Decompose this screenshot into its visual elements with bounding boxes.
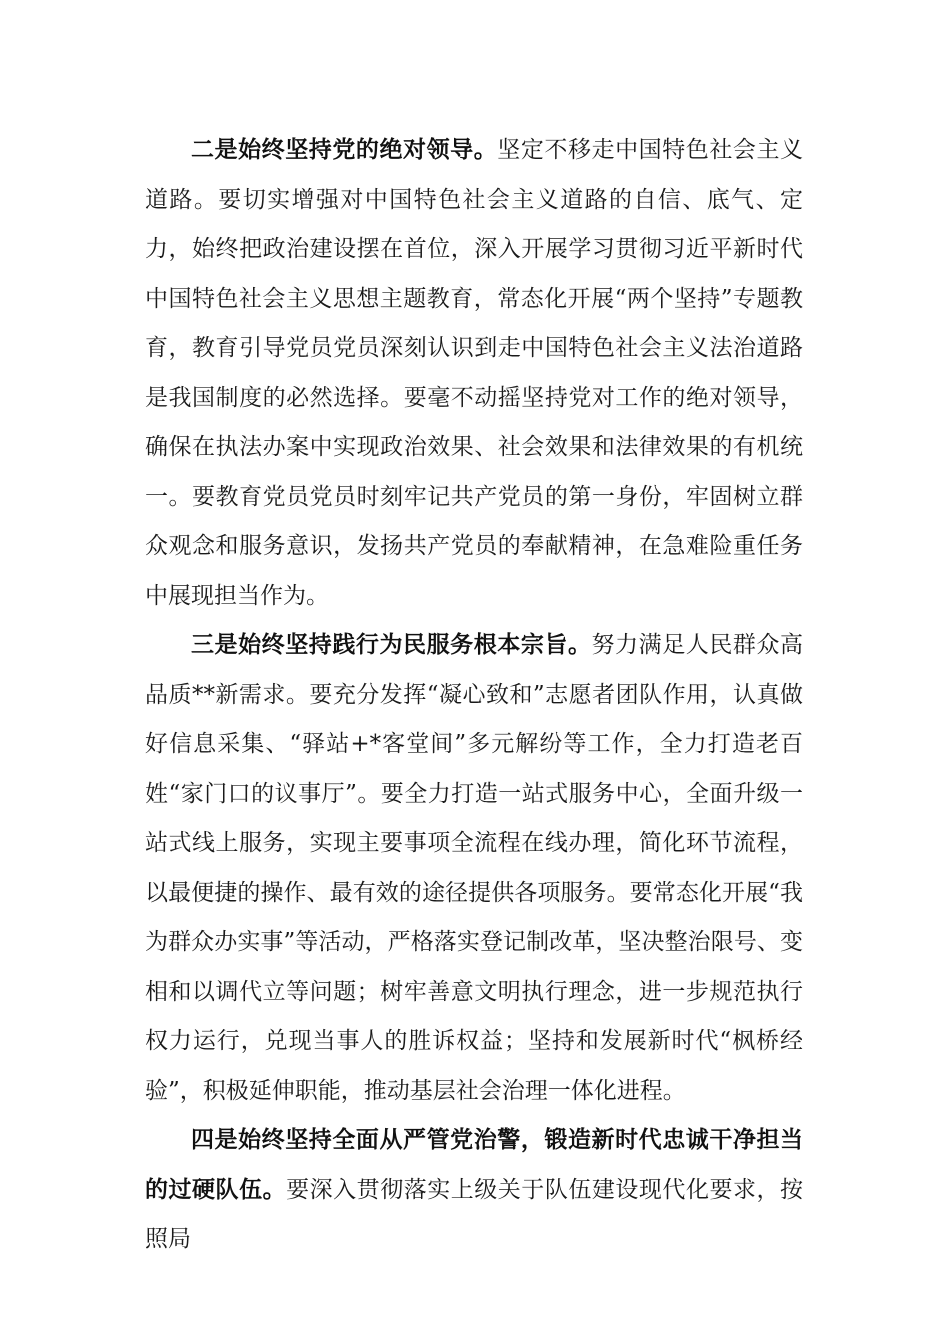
paragraph-3 <box>145 621 803 1116</box>
paragraph-2-text: 坚定不移走中国特色社会主义道路。要切实增强对中国特色社会主义道路的自信、底气、定力，始终把政治建设摆在首位，深入开展学习贯彻习近平新时代中国特色社会主义思想主题教育，常态化开展“两个坚持”专题教育，教育引导党员党员深刻认识到走中国特色社会主义法治道路是我国制度的必然选择。要毫不动摇坚持党对工作的绝对领导，确保在执法办案中实现政治效果、社会效果和法律效果的有机统一。要教育党员党员时刻牢记共产党员的第一身份，牢固树立群众观念和服务意识，发扬共产党员的奉献精神，在急难险重任务中展现担当作为。 <box>145 137 804 609</box>
paragraph-4-lead: 四是始终坚持全面从严管党治警，锻造新时代忠诚干净担当的过硬队伍。 <box>145 1127 803 1203</box>
paragraph-4 <box>145 1116 803 1265</box>
paragraph-3-text: 努力满足人民群众高品质**新需求。要充分发挥“凝心致和”志愿者团队作用，认真做好信息采集、“驿站+*客堂间”多元解纷等工作，全力打造老百姓“家门口的议事厅”。要全力打造一站式服务中心，全面升级一站式线上服务，实现主要事项全流程在线办理，简化环节流程，以最便捷的操作、最有效的途径提供各项服务。要常态化开展“我为群众办实事”等活动，严格落实登记制改革，坚决整治限号、变相和以调代立等问题；树牢善意文明执行理念，进一步规范执行权力运行，兑现当事人的胜诉权益；坚持和发展新时代“枫桥经验”，积极延伸职能，推动基层社会治理一体化进程。 <box>145 632 804 1104</box>
paragraph-2-lead: 二是始终坚持党的绝对领导。 <box>191 137 498 163</box>
paragraph-2 <box>145 126 803 621</box>
paragraph-3-lead: 三是始终坚持践行为民服务根本宗旨。 <box>191 632 592 658</box>
paragraph-4-text: 要深入贯彻落实上级关于队伍建设现代化要求，按照局 <box>145 1176 804 1252</box>
document-body <box>145 126 803 1265</box>
